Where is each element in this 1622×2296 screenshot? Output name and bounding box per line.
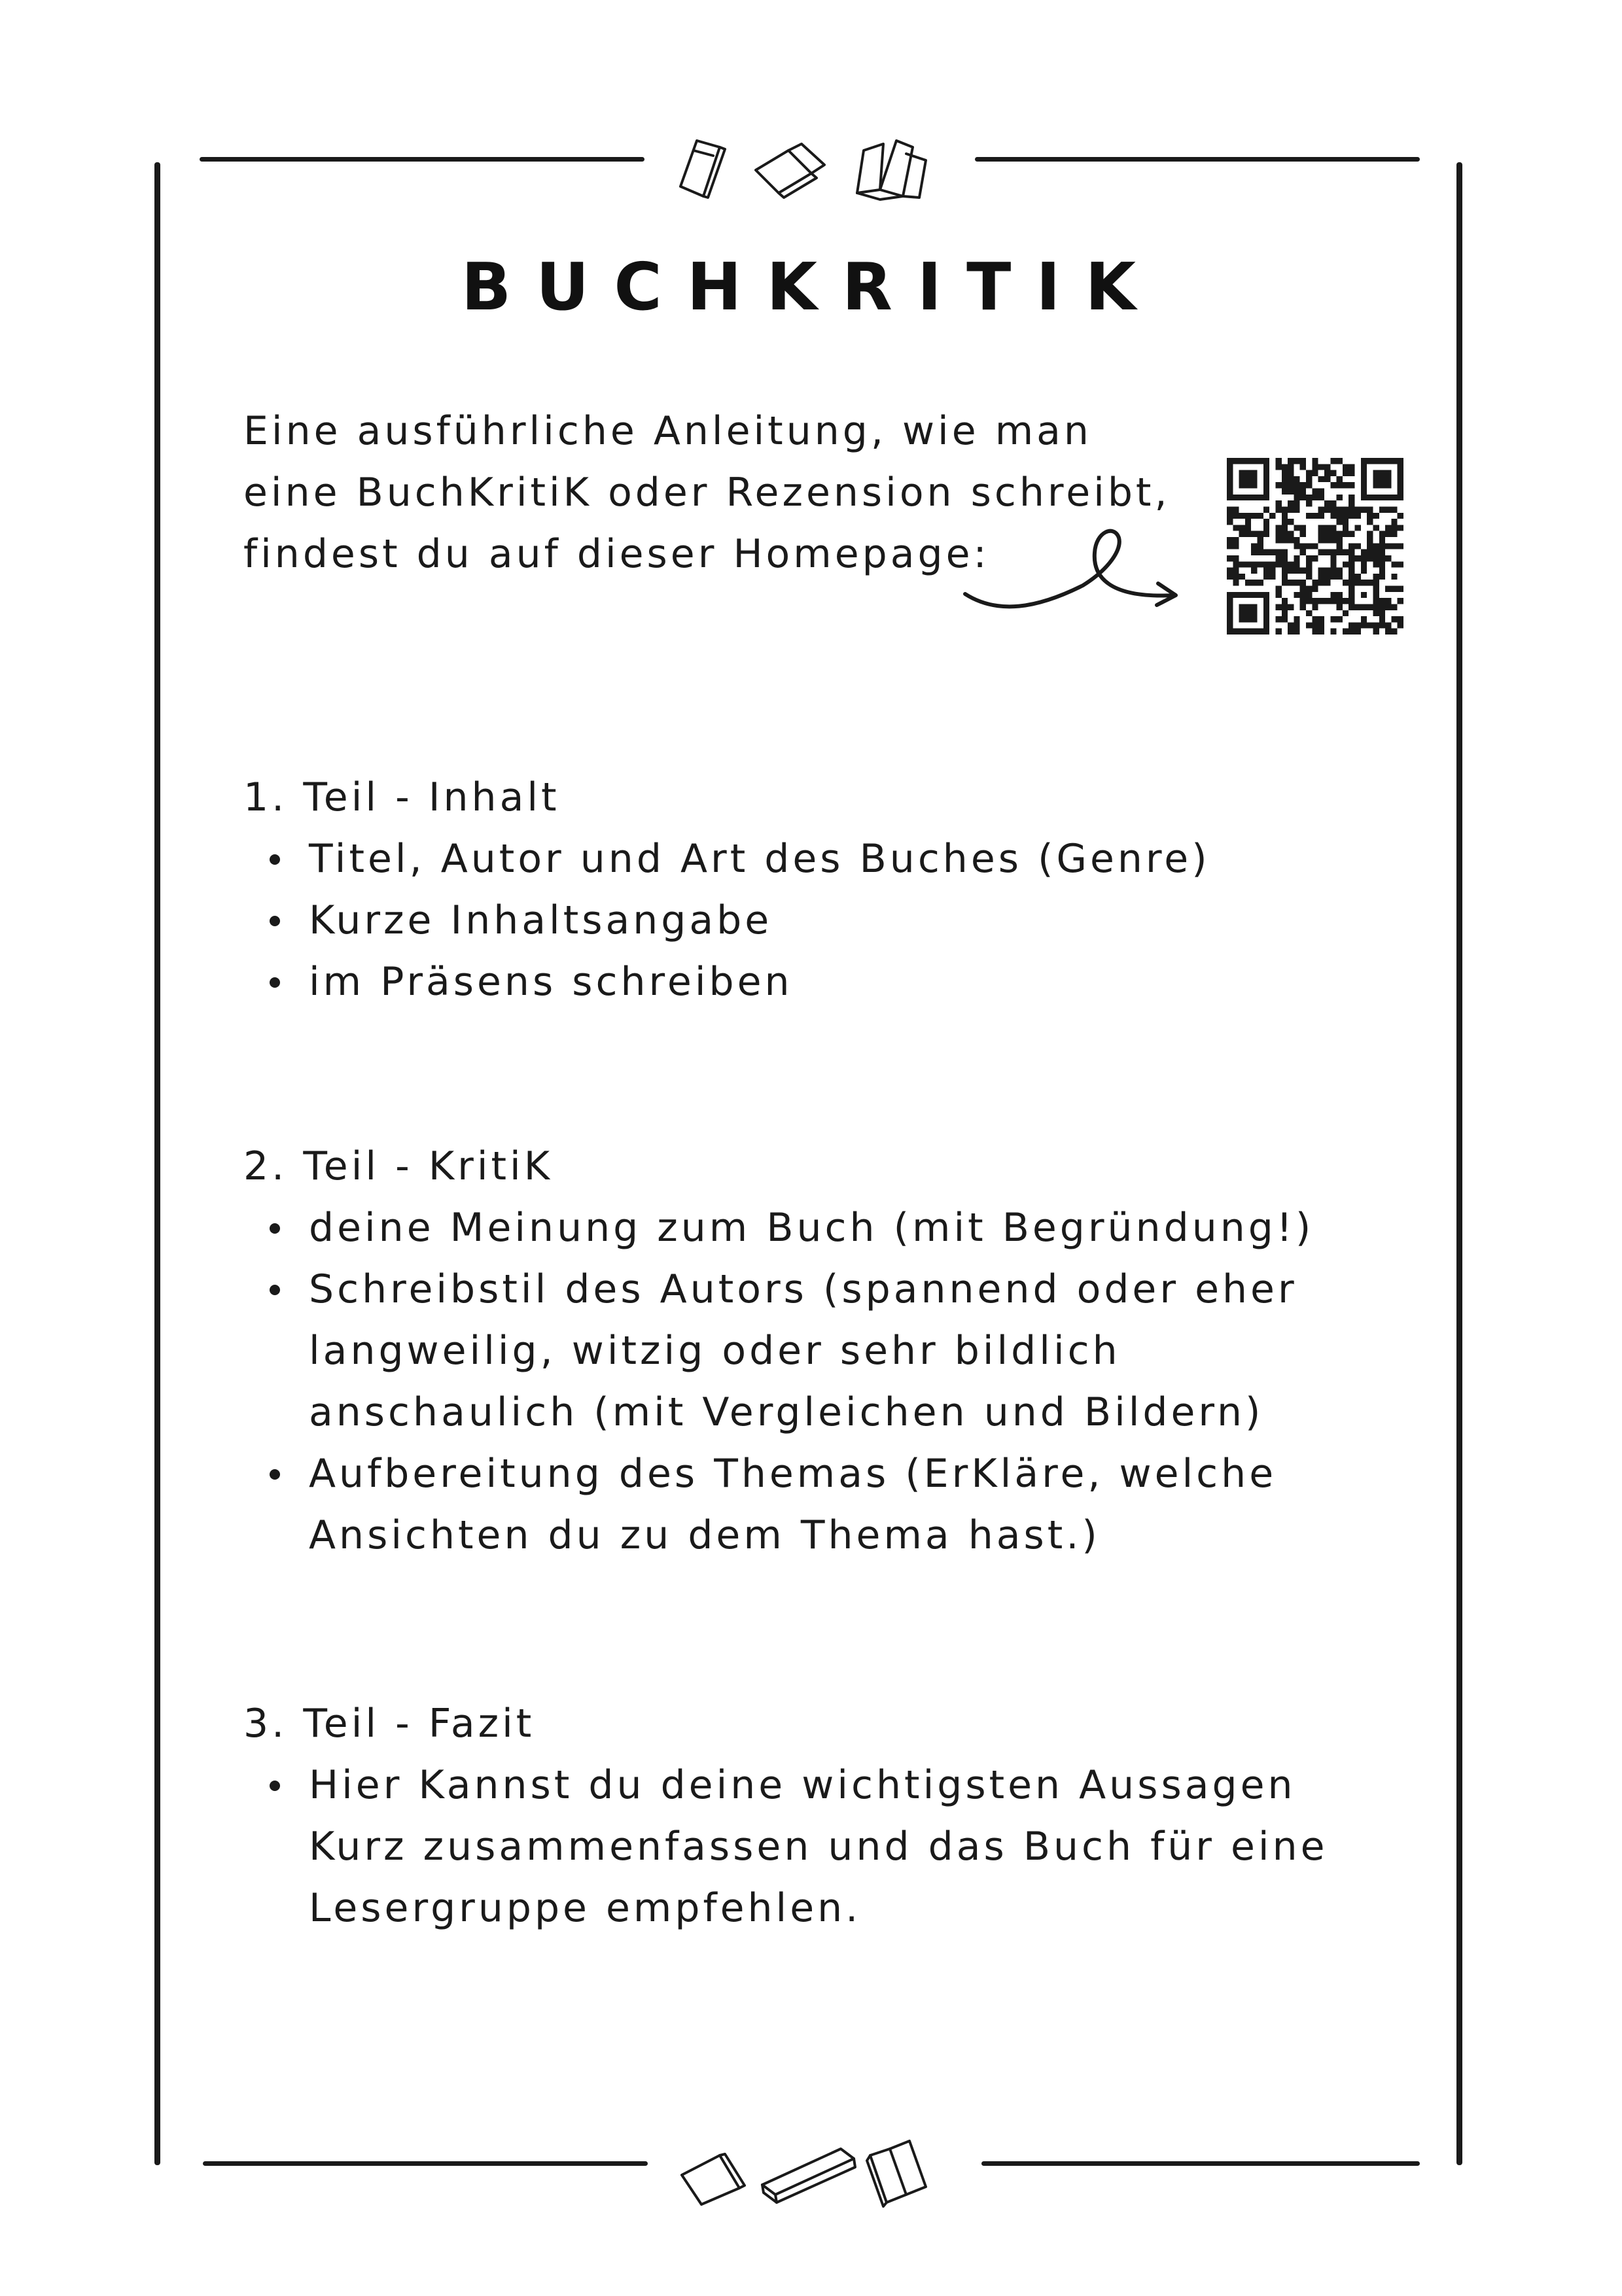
section-list (243, 828, 1388, 1013)
book-icon (682, 2154, 745, 2204)
list-item-text: im Präsens schreiben (309, 959, 793, 1005)
list-item-line: Schreibstil des Autors (spannend oder eher (309, 1266, 1297, 1312)
list-item-text: Titel, Autor und Art des Buches (Genre) (309, 836, 1210, 882)
open-book-icon (756, 144, 824, 198)
frame-left-line (154, 162, 160, 2165)
list-item-line: Aufbereitung des Themas (ErKläre, welche (309, 1451, 1277, 1497)
list-item-line: anschaulich (mit Vergleichen und Bildern) (309, 1389, 1264, 1435)
section-inhalt (243, 767, 1388, 1013)
intro-line: findest du auf dieser Homepage: (243, 531, 990, 577)
list-item-line: Lesergruppe empfehlen. (309, 1885, 862, 1931)
intro-line: Eine ausführliche Anleitung, wie man (243, 408, 1092, 454)
section-list (243, 1197, 1388, 1566)
bottom-book-icons (674, 2129, 949, 2208)
list-item (243, 1443, 1388, 1566)
frame-bottom-right-line (981, 2161, 1420, 2166)
section-list (243, 1754, 1388, 1939)
list-item (243, 951, 1388, 1013)
list-item-line: deine Meinung zum Buch (mit Begründung!) (309, 1205, 1314, 1251)
list-item (243, 1754, 1388, 1939)
open-book-icon (867, 2141, 926, 2206)
section-fazit (243, 1693, 1388, 1939)
list-item (243, 890, 1388, 951)
closed-book-icon (762, 2149, 855, 2202)
section-heading: 2. Teil - KritiK (243, 1143, 554, 1189)
section-kritik (243, 1136, 1388, 1566)
intro-line: eine BuchKritiK oder Rezension schreibt, (243, 470, 1171, 515)
book-icon (680, 141, 725, 198)
list-item-line: langweilig, witzig oder sehr bildlich (309, 1328, 1121, 1374)
frame-right-line (1456, 162, 1462, 2165)
frame-bottom-left-line (203, 2161, 648, 2166)
section-heading: 1. Teil - Inhalt (243, 774, 560, 820)
list-item (243, 828, 1388, 890)
qr-code-icon[interactable] (1227, 458, 1403, 635)
top-book-icons (667, 124, 949, 209)
open-book-pages-icon (857, 141, 926, 200)
page-title: BUCHKRITIK (461, 249, 1161, 325)
section-heading: 3. Teil - Fazit (243, 1701, 535, 1747)
list-item (243, 1259, 1388, 1443)
frame-top-right-line (975, 157, 1420, 162)
list-item-text: Kurze Inhaltsangabe (309, 897, 773, 943)
list-item (243, 1197, 1388, 1259)
curly-arrow-icon (959, 523, 1194, 621)
frame-top-left-line (200, 157, 644, 162)
list-item-line: Ansichten du zu dem Thema hast.) (309, 1512, 1101, 1558)
list-item-line: Hier Kannst du deine wichtigsten Aussagen (309, 1762, 1296, 1808)
list-item-line: Kurz zusammenfassen und das Buch für eine (309, 1824, 1328, 1870)
